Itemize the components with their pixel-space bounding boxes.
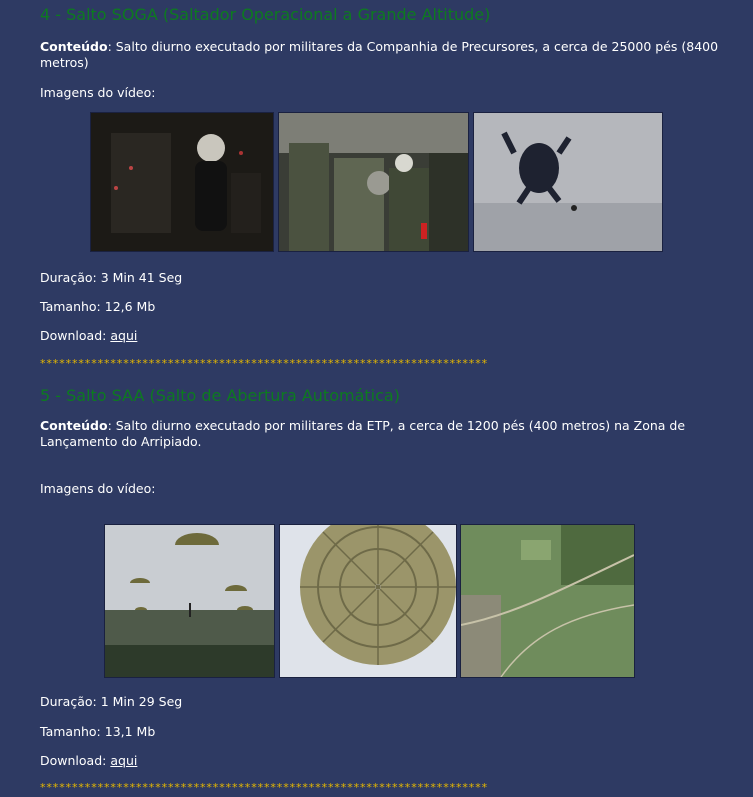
section-5-title: 5 - Salto SAA (Salto de Abertura Automática) <box>40 386 400 405</box>
section-4-duration: Duração: 3 Min 41 Seg <box>40 270 183 285</box>
content-text: : Salto diurno executado por militares da Companhia de Precursores, a cerca de 25000 pés (8400 metros) <box>40 39 719 70</box>
download-label: Download: <box>40 328 107 343</box>
video-thumbnail-parachutes-descending <box>104 524 275 678</box>
section-5-size: Tamanho: 13,1 Mb <box>40 724 156 739</box>
section-4-content <box>40 39 732 71</box>
download-link[interactable]: aqui <box>110 753 138 768</box>
section-5-download <box>40 753 137 769</box>
section-5-duration: Duração: 1 Min 29 Seg <box>40 694 183 709</box>
content-label: Conteúdo <box>40 39 108 54</box>
video-thumbnail-freefall <box>473 112 663 252</box>
download-label: Download: <box>40 753 107 768</box>
video-thumbnail-canopy-view <box>279 524 457 678</box>
section-4-download <box>40 328 137 344</box>
section-4-size: Tamanho: 12,6 Mb <box>40 299 156 314</box>
video-thumbnail-aerial-landscape <box>460 524 635 678</box>
separator: ********************************************************************** <box>40 782 488 794</box>
section-5-images-label: Imagens do vídeo: <box>40 481 156 496</box>
section-5-content <box>40 418 732 450</box>
content-label: Conteúdo <box>40 418 108 433</box>
video-thumbnail-soldiers-aircraft <box>278 112 469 252</box>
download-link[interactable]: aqui <box>110 328 138 343</box>
section-4-title: 4 - Salto SOGA (Saltador Operacional a Grande Altitude) <box>40 5 491 24</box>
content-text: : Salto diurno executado por militares da ETP, a cerca de 1200 pés (400 metros) na Zona de Lançamento do Arripiado. <box>40 418 686 449</box>
separator: ********************************************************************** <box>40 358 488 370</box>
video-thumbnail-dark-cabin <box>90 112 274 252</box>
section-4-images-label: Imagens do vídeo: <box>40 85 156 100</box>
